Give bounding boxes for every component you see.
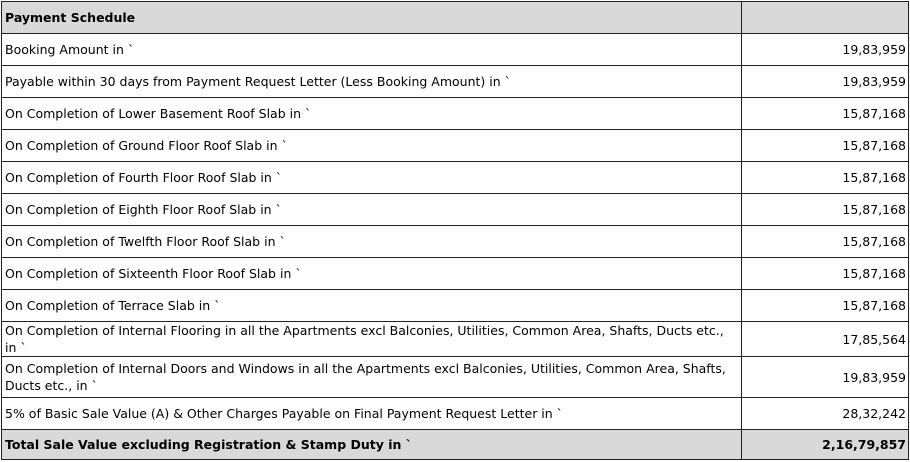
- row-label: On Completion of Eighth Floor Roof Slab in `: [2, 194, 742, 226]
- row-value: 15,87,168: [742, 290, 909, 322]
- row-label: On Completion of Terrace Slab in `: [2, 290, 742, 322]
- row-value: 19,83,959: [742, 66, 909, 98]
- total-label: Total Sale Value excluding Registration & Stamp Duty in `: [2, 430, 742, 460]
- table-row: [2, 66, 909, 98]
- table-row: [2, 290, 909, 322]
- table-row: [2, 398, 909, 430]
- row-value: 15,87,168: [742, 258, 909, 290]
- row-label: On Completion of Fourth Floor Roof Slab in `: [2, 162, 742, 194]
- row-value: 15,87,168: [742, 226, 909, 258]
- row-label: Booking Amount in `: [2, 34, 742, 66]
- table-title: Payment Schedule: [2, 2, 742, 34]
- row-label: On Completion of Twelfth Floor Roof Slab in `: [2, 226, 742, 258]
- table-row: [2, 98, 909, 130]
- row-label: On Completion of Sixteenth Floor Roof Slab in `: [2, 258, 742, 290]
- row-value: 15,87,168: [742, 162, 909, 194]
- row-label: On Completion of Internal Flooring in all the Apartments excl Balconies, Utilities, Common Area, Shafts, Ducts etc., in `: [2, 322, 742, 357]
- row-value: 15,87,168: [742, 130, 909, 162]
- row-value: 15,87,168: [742, 194, 909, 226]
- table-header-row: [2, 2, 909, 34]
- row-label: On Completion of Lower Basement Roof Slab in `: [2, 98, 742, 130]
- row-label: On Completion of Internal Doors and Windows in all the Apartments excl Balconies, Utilities, Common Area, Shafts, Ducts etc., in `: [2, 357, 742, 398]
- table-row: [2, 194, 909, 226]
- row-value: 28,32,242: [742, 398, 909, 430]
- row-label: 5% of Basic Sale Value (A) & Other Charges Payable on Final Payment Request Letter in `: [2, 398, 742, 430]
- table-row: [2, 34, 909, 66]
- table-row: [2, 258, 909, 290]
- row-value: 19,83,959: [742, 357, 909, 398]
- row-value: 15,87,168: [742, 98, 909, 130]
- row-label: Payable within 30 days from Payment Request Letter (Less Booking Amount) in `: [2, 66, 742, 98]
- table-row: [2, 130, 909, 162]
- table-row: [2, 357, 909, 398]
- table-row: [2, 162, 909, 194]
- table-row: [2, 226, 909, 258]
- table-row: [2, 322, 909, 357]
- row-label: On Completion of Ground Floor Roof Slab in `: [2, 130, 742, 162]
- row-value: 19,83,959: [742, 34, 909, 66]
- payment-schedule-table: [1, 1, 909, 460]
- header-value-cell: [742, 2, 909, 34]
- row-value: 17,85,564: [742, 322, 909, 357]
- total-value: 2,16,79,857: [742, 430, 909, 460]
- total-row: [2, 430, 909, 460]
